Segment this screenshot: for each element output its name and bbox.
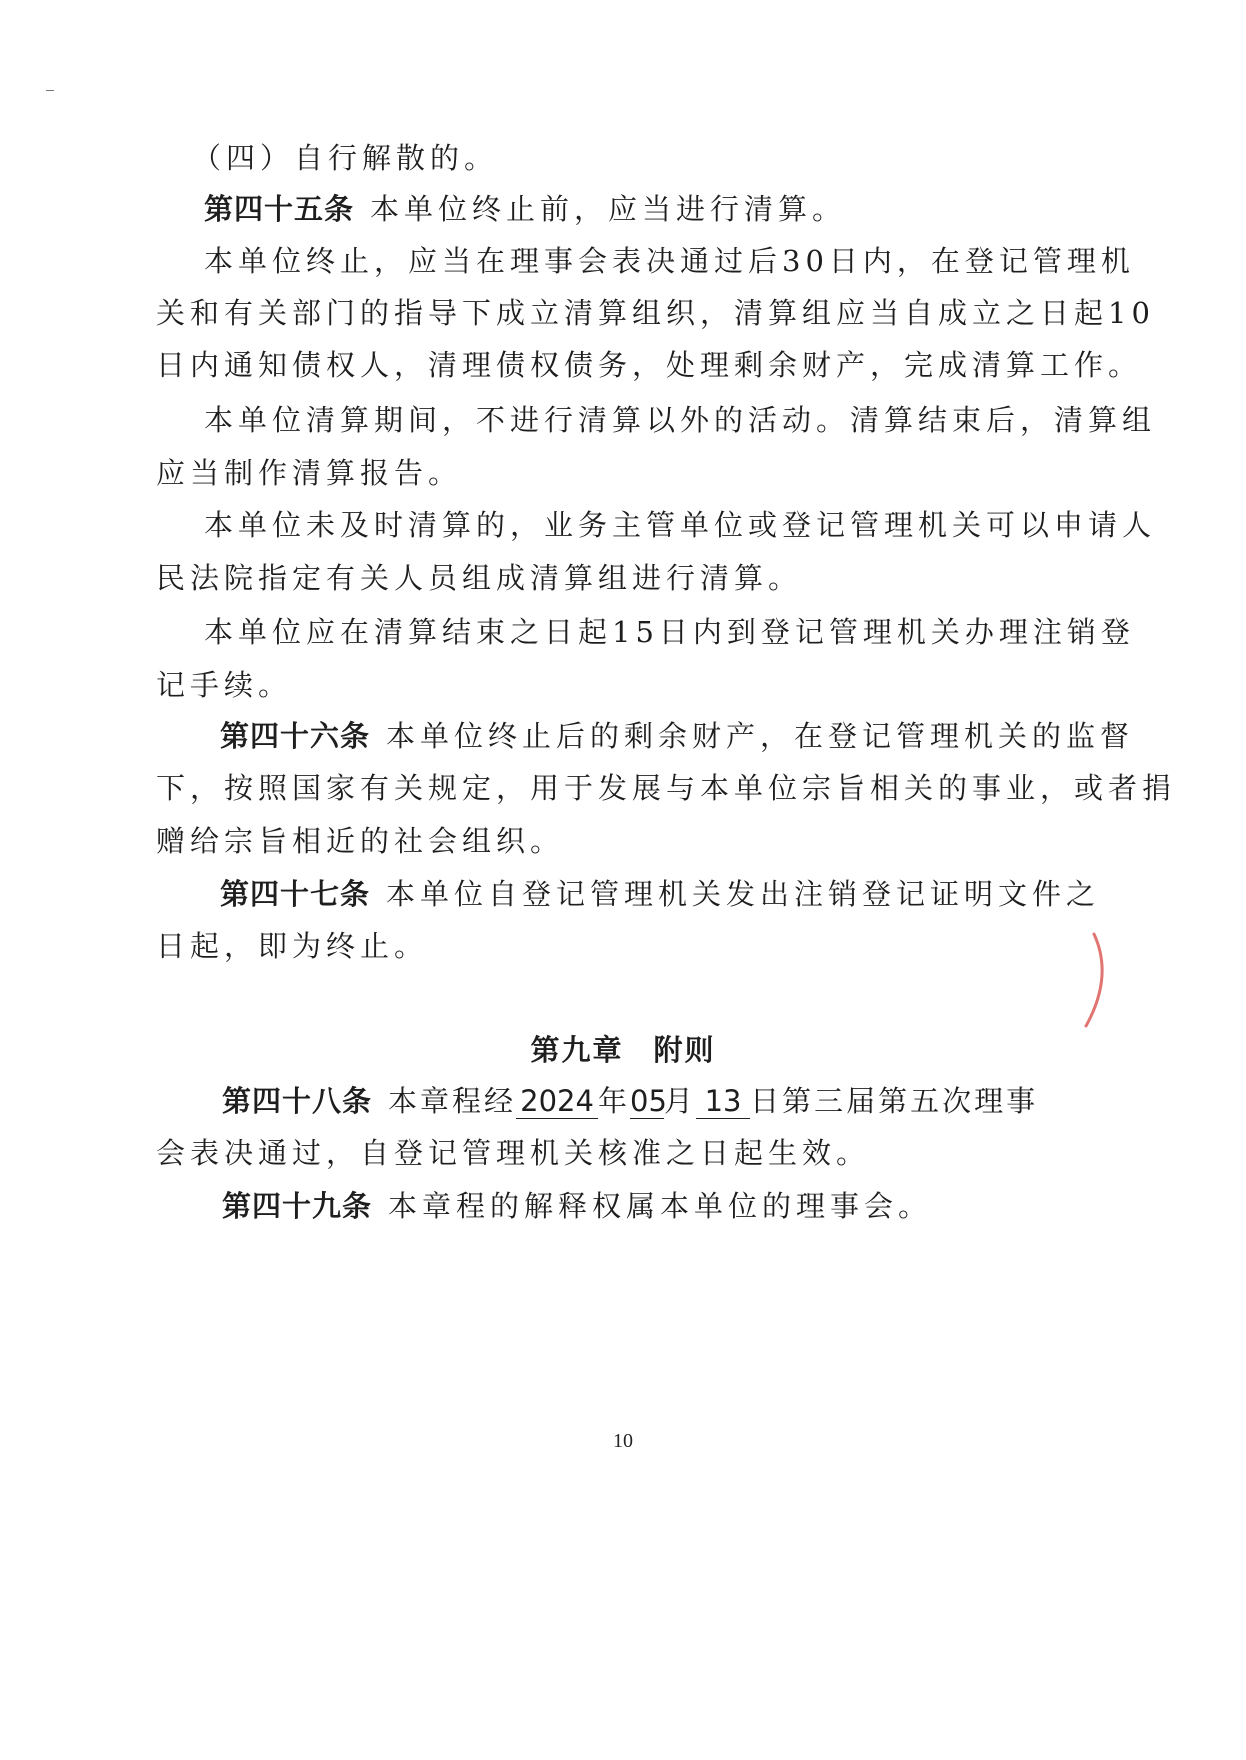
paragraph-line-5 <box>156 345 1142 385</box>
chapter-title: 附则 <box>653 1033 716 1067</box>
article-45-text: 本单位终止前，应当进行清算。 <box>370 192 847 226</box>
article-47-label: 第四十七条 <box>220 877 371 911</box>
paragraph-line-16 <box>156 926 428 966</box>
chapter-heading <box>0 1030 1246 1070</box>
article-47-line <box>220 874 1100 914</box>
article-47-text: 本单位自登记管理机关发出注销登记证明文件之 <box>386 877 1101 911</box>
article-48-suffix: 日第三届第五次理事 <box>750 1084 1039 1118</box>
day-blank: 13 <box>696 1084 750 1119</box>
article-48-label: 第四十八条 <box>222 1084 373 1118</box>
paragraph-text: 民法院指定有关人员组成清算组进行清算。 <box>156 561 803 595</box>
paragraph-line-3 <box>204 241 1135 281</box>
paragraph-text: 关和有关部门的指导下成立清算组织，清算组应当自成立之日起10 <box>156 296 1155 330</box>
article-46-line <box>220 716 1134 756</box>
article-46-text: 本单位终止后的剩余财产，在登记管理机关的监督 <box>386 719 1135 753</box>
paragraph-line-4 <box>156 293 1155 333</box>
paragraph-text: 应当制作清算报告。 <box>156 456 463 490</box>
article-45-label: 第四十五条 <box>204 192 355 226</box>
paragraph-text: 下，按照国家有关规定，用于发展与本单位宗旨相关的事业，或者捐 <box>156 771 1177 805</box>
article-48-line-2 <box>156 1133 870 1173</box>
paragraph-text: 会表决通过，自登记管理机关核准之日起生效。 <box>156 1136 871 1170</box>
paragraph-line-14 <box>156 821 564 861</box>
year-blank: 2024 <box>516 1084 598 1119</box>
article-48-line <box>222 1081 1038 1121</box>
seal-edge-mark <box>1066 930 1106 1030</box>
paragraph-text: 记手续。 <box>156 668 293 702</box>
article-49-line <box>222 1186 932 1226</box>
paragraph-text: 本单位未及时清算的，业务主管单位或登记管理机关可以申请人 <box>204 508 1157 542</box>
paragraph-text: 赠给宗旨相近的社会组织。 <box>156 824 565 858</box>
article-49-text: 本章程的解释权属本单位的理事会。 <box>388 1189 933 1223</box>
paragraph-line-13 <box>156 768 1176 808</box>
month-unit: 月 <box>664 1084 697 1118</box>
paragraph-line-6 <box>204 400 1156 440</box>
clause-text: （四）自行解散的。 <box>192 141 499 175</box>
page-number: 10 <box>613 1430 633 1452</box>
article-48-prefix: 本章程经 <box>388 1084 517 1118</box>
paragraph-text: 日起，即为终止。 <box>156 929 429 963</box>
article-49-label: 第四十九条 <box>222 1189 373 1223</box>
paragraph-line-7 <box>156 453 462 493</box>
clause-line-1 <box>192 138 498 178</box>
article-46-label: 第四十六条 <box>220 719 371 753</box>
scan-speck <box>46 90 54 91</box>
year-unit: 年 <box>598 1084 631 1118</box>
paragraph-text: 本单位终止，应当在理事会表决通过后30日内，在登记管理机 <box>204 244 1135 278</box>
month-blank: 05 <box>630 1084 667 1118</box>
article-45-line <box>204 189 846 229</box>
paragraph-line-11 <box>156 665 292 705</box>
paragraph-text: 本单位应在清算结束之日起15日内到登记管理机关办理注销登 <box>204 615 1135 649</box>
paragraph-text: 本单位清算期间，不进行清算以外的活动。清算结束后，清算组 <box>204 403 1157 437</box>
paragraph-line-10 <box>204 612 1135 652</box>
paragraph-text: 日内通知债权人，清理债权债务，处理剩余财产，完成清算工作。 <box>156 348 1143 382</box>
paragraph-line-8 <box>204 505 1156 545</box>
paragraph-line-9 <box>156 558 802 598</box>
chapter-number: 第九章 <box>530 1033 624 1067</box>
